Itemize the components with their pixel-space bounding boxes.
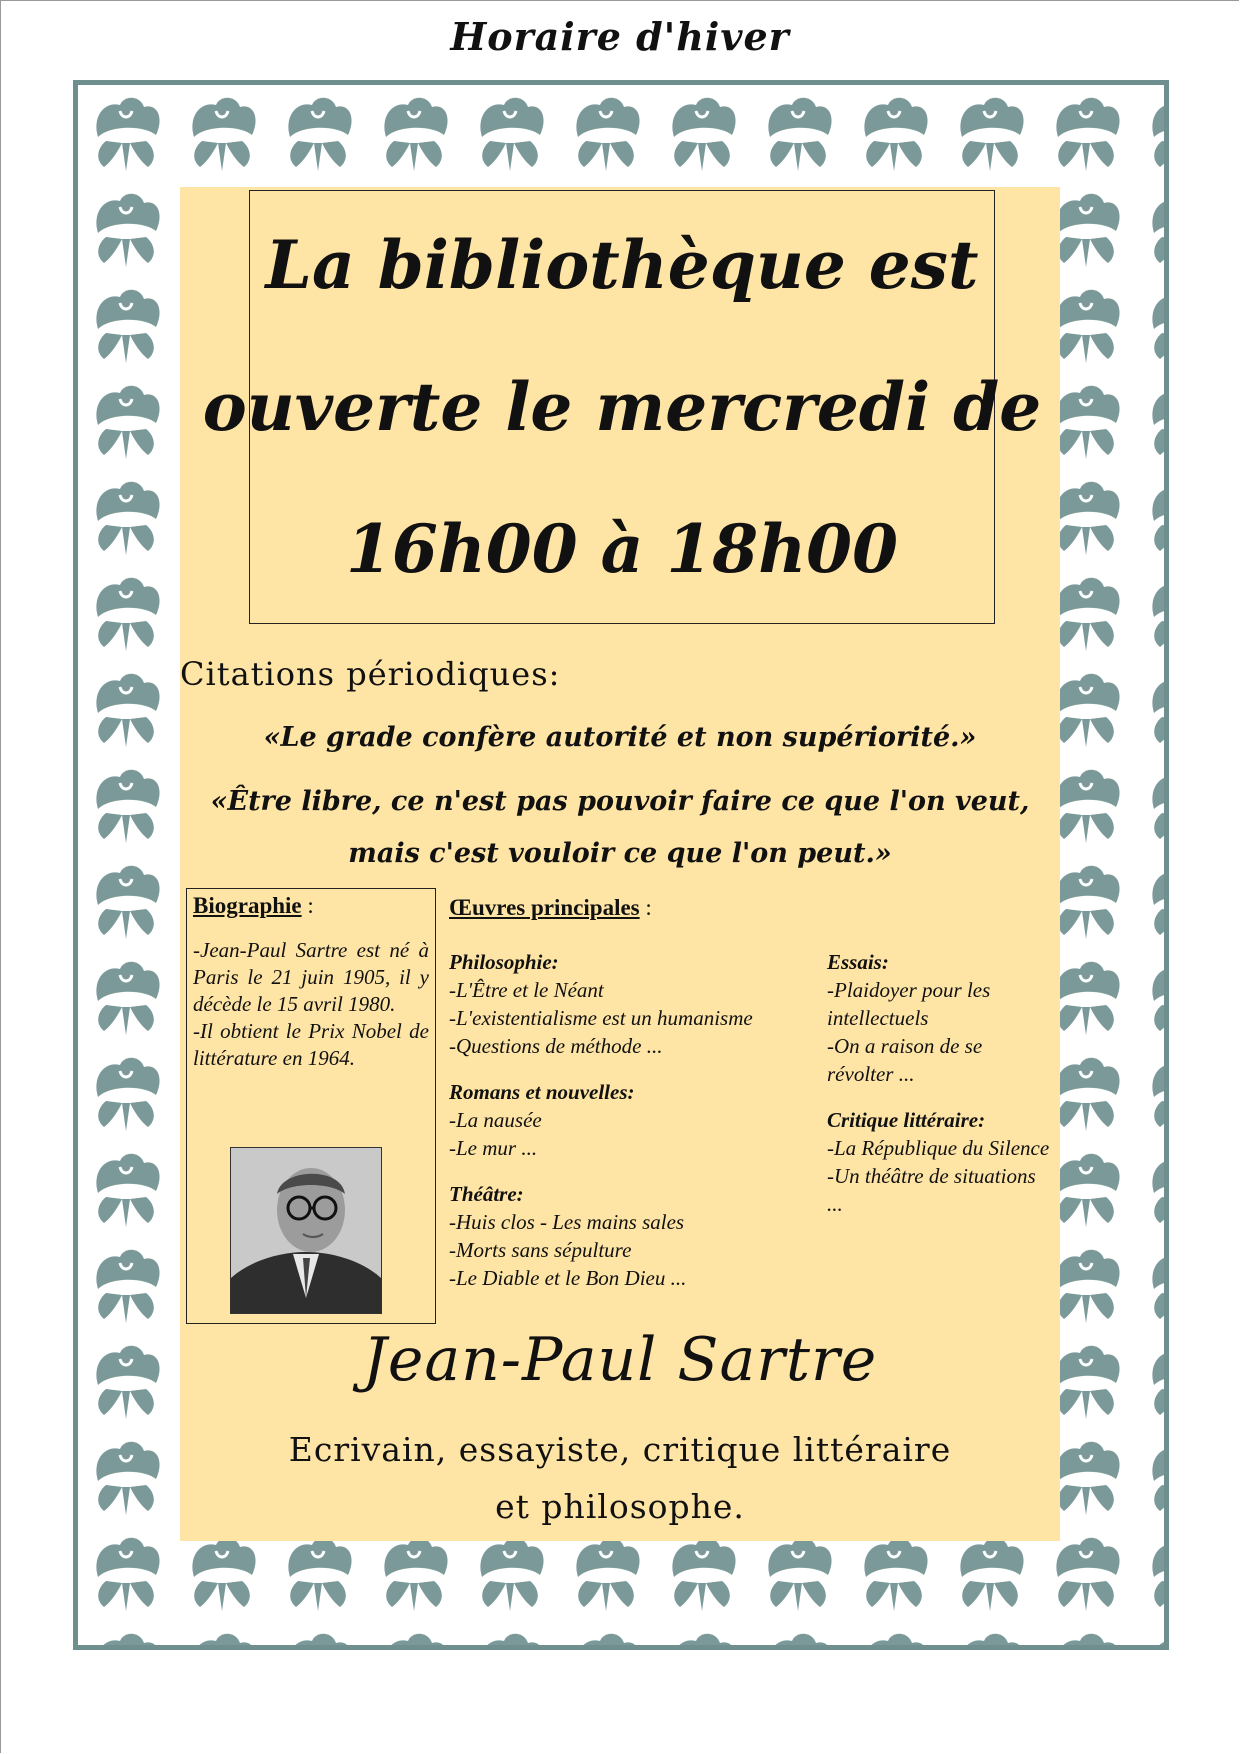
quote-2-line-2: mais c'est vouloir ce que l'on peut.»	[348, 838, 892, 869]
portrait-photo-icon	[231, 1148, 381, 1313]
author-name: Jean-Paul Sartre	[362, 1325, 878, 1395]
headline-line-1: La bibliothèque est	[265, 226, 979, 304]
works-heading-colon: :	[639, 895, 652, 920]
works-category: Théâtre:	[449, 1182, 524, 1206]
works-category: Philosophie:	[449, 950, 559, 974]
works-group-novels	[449, 1078, 819, 1162]
works-item: -L'Être et le Néant	[449, 978, 604, 1002]
biography-box	[186, 888, 436, 1324]
quotes-label: Citations périodiques:	[180, 655, 561, 693]
biography-text-1: -Jean-Paul Sartre est né à Paris le 21 juin 1905, il y décède le 15 avril 1980.	[193, 938, 429, 1016]
biography-heading-colon: :	[301, 893, 314, 918]
works-item: -Plaidoyer pour les intellectuels	[827, 978, 991, 1030]
works-item: -Le Diable et le Bon Dieu ...	[449, 1266, 687, 1290]
works-category: Essais:	[827, 950, 889, 974]
works-item: -Huis clos - Les mains sales	[449, 1210, 685, 1234]
works-column-right	[827, 948, 1052, 1236]
author-subtitle-line-2: et philosophe.	[495, 1487, 745, 1526]
works-group-criticism	[827, 1106, 1052, 1218]
works-item: -La nausée	[449, 1108, 542, 1132]
opening-hours-box	[202, 190, 1042, 624]
works-item: -Questions de méthode ...	[449, 1034, 663, 1058]
works-heading: Œuvres principales	[449, 895, 640, 920]
works-item: -On a raison de se révolter ...	[827, 1034, 983, 1086]
works-item: -L'existentialisme est un humanisme	[449, 1006, 753, 1030]
biography-text-2: -Il obtient le Prix Nobel de littérature en 1964.	[193, 1019, 429, 1070]
author-subtitle-line-1: Ecrivain, essayiste, critique littéraire	[288, 1430, 952, 1469]
works-group-philosophy	[449, 948, 819, 1060]
works-item: -Morts sans sépulture	[449, 1238, 632, 1262]
works-category: Romans et nouvelles:	[449, 1080, 635, 1104]
schedule-label: Horaire d'hiver	[450, 14, 790, 59]
headline-line-2: ouverte le mercredi de	[202, 368, 1042, 446]
quote-2-line-1: «Être libre, ce n'est pas pouvoir faire ce que l'on veut,	[210, 786, 1030, 817]
works-heading-row	[449, 895, 652, 921]
quote-1: «Le grade confère autorité et non supériorité.»	[263, 722, 977, 753]
works-group-essays	[827, 948, 1052, 1088]
biography-heading: Biographie	[193, 893, 302, 918]
portrait-photo	[230, 1147, 382, 1314]
works-column-left	[449, 948, 819, 1310]
works-item: -La République du Silence	[827, 1136, 1050, 1160]
works-group-theatre	[449, 1180, 819, 1292]
headline-line-3: 16h00 à 18h00	[345, 510, 899, 588]
works-item: -Un théâtre de situations ...	[827, 1164, 1036, 1216]
works-category: Critique littéraire:	[827, 1108, 986, 1132]
works-item: -Le mur ...	[449, 1136, 538, 1160]
